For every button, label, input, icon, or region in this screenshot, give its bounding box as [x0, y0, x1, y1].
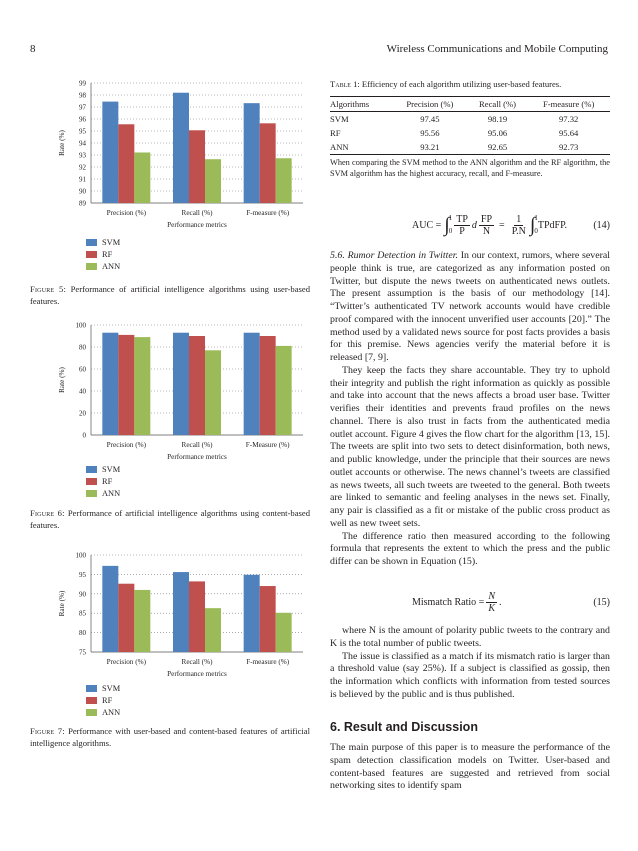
bar-rf [118, 584, 134, 652]
table-row [330, 112, 610, 127]
figure-7-label: Figure 7: [30, 726, 65, 736]
legend-label-svm: SVM [102, 237, 121, 247]
section-5-6 [330, 250, 610, 569]
y-axis-title: Rate (%) [58, 590, 66, 617]
equation-15-lhs: Mismatch Ratio = [412, 596, 485, 608]
fraction-1-pn [510, 214, 528, 237]
x-category-label: F-measure (%) [246, 209, 290, 217]
fraction-numerator: TP [456, 213, 468, 225]
legend-item-rf [86, 248, 120, 260]
fraction-denominator: P.N [511, 225, 526, 237]
bar-rf [118, 124, 134, 203]
figure-7-chart [55, 547, 310, 682]
figure-6-caption [30, 507, 310, 531]
table-1-caption [330, 78, 610, 90]
equation-14-tail: TPdFP. [537, 219, 568, 231]
table-header-cell: F-measure (%) [527, 97, 610, 112]
bar-ann [134, 337, 150, 435]
table-1-note: When comparing the SVM method to the ANN algorithm and the RF algorithm, the SVM algorithm has the highest accuracy, recall, and F-measure. [330, 158, 610, 178]
legend-item-ann [86, 706, 120, 718]
legend-swatch-rf [86, 251, 97, 258]
bar-svm [244, 575, 260, 652]
bar-svm [102, 333, 118, 435]
bar-rf [118, 335, 134, 435]
integral-upper: 1 [448, 214, 453, 222]
table-header-cell: Recall (%) [468, 97, 528, 112]
after-equation-paragraph-1: where N is the amount of polarity public tweets to the contrary and K is the total number of public tweets. [330, 625, 610, 649]
bar-rf [189, 336, 205, 435]
fraction-numerator: FP [480, 213, 493, 225]
integral-2 [530, 212, 538, 238]
fraction-denominator: N [482, 225, 491, 237]
bar-rf [260, 336, 276, 435]
bar-svm [173, 572, 189, 652]
table-cell: 95.56 [420, 128, 440, 138]
y-tick-label: 97 [79, 103, 86, 112]
y-tick-label: 95 [79, 570, 86, 579]
legend-item-ann [86, 487, 120, 499]
y-tick-label: 0 [82, 431, 86, 440]
equation-15-end: . [498, 596, 502, 608]
bar-ann [205, 608, 221, 652]
equation-14-number: (14) [593, 219, 610, 231]
x-axis-title: Performance metrics [167, 221, 227, 229]
legend-label-rf: RF [102, 476, 113, 486]
table-cell: 98.19 [487, 114, 508, 124]
table-row [330, 140, 610, 155]
legend-swatch-rf [86, 478, 97, 485]
figure-6-legend [86, 463, 120, 499]
equation-15-number: (15) [593, 596, 610, 608]
figure-6-chart [55, 317, 310, 467]
figure-7-caption-text: Performance with user-based and content-based features of artificial intelligence algorithms. [30, 726, 310, 748]
y-tick-label: 80 [79, 629, 86, 638]
table-cell: 95.64 [558, 128, 579, 138]
bar-ann [134, 152, 150, 203]
x-category-label: Recall (%) [181, 209, 213, 217]
integral-1 [444, 212, 452, 238]
bar-svm [244, 103, 260, 203]
x-category-label: Precision (%) [106, 441, 146, 449]
fraction-numerator: N [488, 590, 495, 602]
legend-label-ann: ANN [102, 261, 121, 271]
table-cell: 97.32 [558, 114, 579, 124]
legend-swatch-ann [86, 263, 97, 270]
bar-ann [205, 159, 221, 203]
table-1 [330, 96, 610, 155]
bar-ann [134, 590, 150, 652]
legend-swatch-svm [86, 466, 97, 473]
legend-label-rf: RF [102, 249, 113, 259]
legend-label-rf: RF [102, 695, 113, 705]
integral-lower: 0 [448, 227, 453, 235]
fraction-fp-n [479, 214, 494, 237]
table-cell: 93.21 [392, 140, 468, 155]
table-cell: 92.65 [468, 140, 528, 155]
y-tick-label: 100 [75, 321, 86, 330]
section-6-paragraph-1: The main purpose of this paper is to measure the performance of the spam detection classification models on Twitter. User-based and content-based features are suggested and retrieved from social networking sites to identify spam [330, 742, 610, 792]
fraction-tp-p [454, 214, 470, 237]
y-tick-label: 99 [79, 79, 86, 88]
x-axis-title: Performance metrics [167, 453, 227, 461]
y-axis-title: Rate (%) [58, 367, 66, 393]
legend-item-svm [86, 463, 120, 475]
x-axis-title: Performance metrics [167, 670, 227, 678]
section-5-6-paragraph-2: They keep the facts they share accountable. They try to uphold their integrity and publish the right information as quickly as possible and take into account that the news affects a broad user base. Twitter verifies their identities and prevents fraud profiles on the news channel. There is also trust in facts from the authenticated media outlet account. Figure 4 gives the flow chart for the algorithm [13, 15]. The tweets are split into two sets to detect disinformation, both news, and public knowledge, under the principle that their sources are news outlet accounts or otherwise. The news channel’s tweets are classified as news tweets, all such tweets are tweeted to the general. Both tweets are linked to semantic and feeling analyses in the news set. Finally, any pair is classified as a fit or mistake of the public cross product as well as new tweet sets. [330, 364, 610, 529]
y-tick-label: 91 [79, 175, 86, 184]
equation-15 [412, 587, 610, 617]
after-equation-15 [330, 625, 610, 702]
legend-item-rf [86, 694, 120, 706]
equation-14-lhs: AUC = [412, 219, 442, 231]
bar-rf [189, 581, 205, 652]
differential-d: d [471, 219, 477, 231]
page-number: 8 [30, 43, 36, 55]
legend-label-svm: SVM [102, 683, 121, 693]
fraction-denominator: P [459, 225, 465, 237]
y-tick-label: 85 [79, 609, 86, 618]
figure-6-caption-text: Performance of artificial intelligence algorithms using content-based features. [30, 508, 311, 530]
table-1-label: Table 1: [330, 79, 360, 89]
figure-7-legend [86, 682, 120, 718]
x-category-label: F-measure (%) [246, 658, 290, 666]
y-tick-label: 60 [79, 365, 86, 374]
x-category-label: F-Measure (%) [245, 441, 290, 449]
section-5-6-title: 5.6. Rumor Detection in Twitter. [330, 250, 458, 261]
x-category-label: Precision (%) [106, 209, 146, 217]
bar-rf [260, 586, 276, 652]
figure-6-label: Figure 6: [30, 508, 65, 518]
figure-5-chart [55, 75, 310, 235]
table-1-caption-text: Efficiency of each algorithm utilizing user-based features. [361, 79, 562, 89]
integral-lower: 0 [534, 227, 538, 235]
table-cell: 92.73 [527, 140, 610, 155]
y-axis-title: Rate (%) [58, 130, 66, 156]
legend-swatch-ann [86, 490, 97, 497]
after-equation-paragraph-2: The issue is classified as a match if its mismatch ratio is larger than a threshold value (say 25%). If a subject is classified as gossip, then the information which conflicts with information from tested sources is believed by the public and is thus published. [330, 650, 610, 700]
figure-5-caption-text: Performance of artificial intelligence algorithms using user-based features. [30, 284, 310, 306]
legend-swatch-rf [86, 697, 97, 704]
y-tick-label: 94 [79, 139, 86, 148]
y-tick-label: 90 [79, 187, 86, 196]
section-5-6-paragraph-3: The difference ratio then measured according to the following formula that represents the extent to which the press and the public differ can be shown in Equation (15). [330, 530, 610, 567]
legend-swatch-ann [86, 709, 97, 716]
bar-ann [205, 350, 221, 435]
fraction-denominator: K [488, 602, 495, 614]
bar-ann [276, 613, 292, 652]
section-5-6-paragraph-1: In our context, rumors, where several people think is true, are categorized as any information posted on Twitter, but dispute the news tweets on authenticated news outlets. The present assumption is the basis of our methodology [14]. “Twitter’s authenticated TV network accounts would have credible proof compared with the innocent unverified user accounts [20].” The method used by a validated news source for post facts provides a basis for this premise. News agencies verify the material before it is released [7, 9]. [330, 250, 611, 363]
x-category-label: Recall (%) [181, 658, 213, 666]
legend-label-ann: ANN [102, 707, 121, 717]
bar-svm [173, 93, 189, 203]
x-category-label: Recall (%) [181, 441, 213, 449]
table-cell: 95.06 [487, 128, 508, 138]
table-header-cell: Precision (%) [392, 97, 468, 112]
legend-item-svm [86, 236, 120, 248]
y-tick-label: 96 [79, 115, 86, 124]
figure-5-label: Figure 5: [30, 284, 67, 294]
table-header-cell: Algorithms [330, 97, 392, 112]
bar-ann [276, 158, 292, 203]
legend-item-rf [86, 475, 120, 487]
legend-item-ann [86, 260, 120, 272]
table-cell: RF [330, 128, 341, 138]
legend-swatch-svm [86, 239, 97, 246]
integral-sign-icon: ∫ [529, 214, 536, 236]
x-category-label: Precision (%) [106, 658, 146, 666]
y-tick-label: 98 [79, 91, 86, 100]
y-tick-label: 90 [79, 590, 86, 599]
figure-5-caption [30, 283, 310, 307]
journal-title: Wireless Communications and Mobile Computing [386, 43, 608, 55]
table-cell: 97.45 [420, 114, 440, 124]
y-tick-label: 95 [79, 127, 86, 136]
bar-svm [102, 566, 118, 652]
legend-item-svm [86, 682, 120, 694]
y-tick-label: 40 [79, 387, 86, 396]
fraction-numerator: 1 [516, 213, 522, 225]
bar-rf [260, 123, 276, 203]
integral-upper: 1 [534, 214, 538, 222]
legend-label-ann: ANN [102, 488, 121, 498]
table-row [330, 126, 610, 140]
bar-ann [276, 346, 292, 435]
equation-14 [412, 208, 610, 242]
y-tick-label: 93 [79, 151, 86, 160]
equals-sign: = [499, 219, 505, 231]
y-tick-label: 80 [79, 343, 86, 352]
table-cell: SVM [330, 114, 349, 124]
bar-svm [173, 333, 189, 435]
y-tick-label: 20 [79, 409, 86, 418]
legend-swatch-svm [86, 685, 97, 692]
table-header-row [330, 97, 610, 112]
bar-svm [244, 333, 260, 435]
y-tick-label: 92 [79, 163, 86, 172]
bar-rf [189, 130, 205, 203]
section-6-heading: 6. Result and Discussion [330, 720, 478, 734]
figure-7-caption [30, 725, 310, 749]
bar-svm [102, 102, 118, 203]
figure-5-legend [86, 236, 120, 272]
y-tick-label: 89 [79, 199, 86, 208]
table-cell: ANN [330, 140, 392, 155]
y-tick-label: 100 [75, 551, 86, 560]
fraction-n-k [486, 591, 497, 614]
legend-label-svm: SVM [102, 464, 121, 474]
integral-sign-icon: ∫ [444, 214, 450, 236]
y-tick-label: 75 [79, 648, 86, 657]
